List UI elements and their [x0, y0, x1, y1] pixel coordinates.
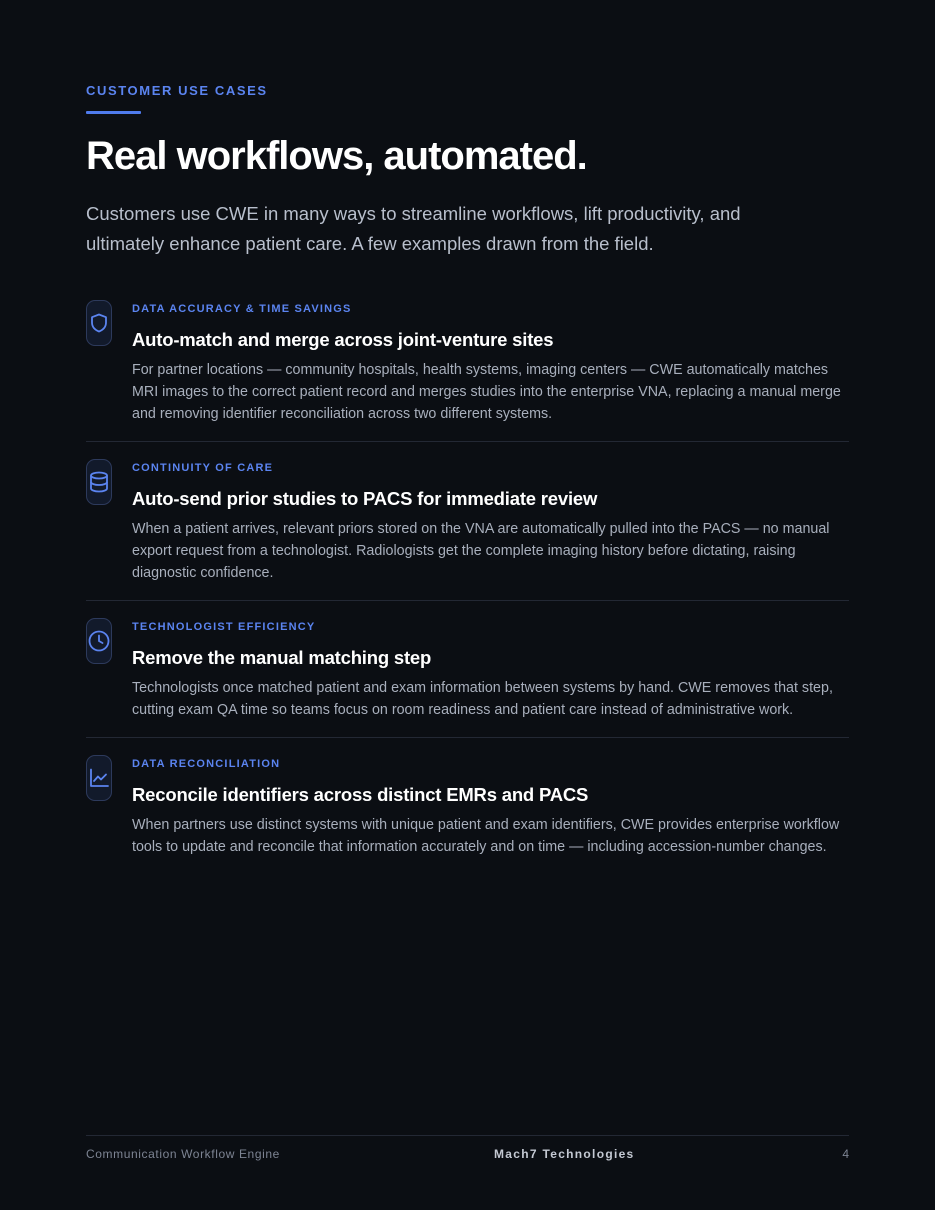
use-case-title: Auto-match and merge across joint-venture sites	[132, 329, 554, 350]
database-icon	[86, 459, 112, 505]
footer-document-title: Communication Workflow Engine	[86, 1147, 280, 1161]
use-case-description: For partner locations — community hospitals, health systems, imaging centers — CWE automatically matches MRI images to the correct patient record and merges studies into the enterprise VNA, replacing a manual merge and removing identifier reconciliation across two different systems.	[132, 362, 841, 422]
use-case-title: Remove the manual matching step	[132, 647, 432, 668]
page	[86, 0, 849, 1210]
use-case-tag: CONTINUITY OF CARE	[132, 462, 274, 474]
clock-icon	[86, 618, 112, 664]
page-number: 4	[842, 1147, 849, 1161]
use-case-item	[86, 601, 849, 738]
use-case-description: When a patient arrives, relevant priors stored on the VNA are automatically pulled into the PACS — no manual export request from a technologist. Radiologists get the complete imaging history before dictating, raising diagnostic confidence.	[132, 521, 830, 581]
use-case-description: When partners use distinct systems with unique patient and exam identifiers, CWE provides enterprise workflow tools to update and reconcile that information accurately and on time — including accession-number changes.	[132, 817, 840, 855]
line-chart-icon	[86, 755, 112, 801]
use-case-item	[86, 738, 849, 888]
use-case-tag: DATA RECONCILIATION	[132, 758, 281, 770]
use-case-list	[86, 300, 849, 888]
shield-icon	[86, 300, 112, 346]
use-case-item	[86, 442, 849, 601]
eyebrow-underline	[86, 111, 141, 114]
use-case-item	[86, 300, 849, 442]
use-case-title: Reconcile identifiers across distinct EMRs and PACS	[132, 784, 589, 805]
section-eyebrow: CUSTOMER USE CASES	[86, 83, 268, 98]
footer-company-name: Mach7 Technologies	[494, 1147, 635, 1161]
intro-paragraph: Customers use CWE in many ways to streamline workflows, lift productivity, and ultimately enhance patient care. A few examples drawn from the field.	[86, 203, 741, 254]
use-case-tag: TECHNOLOGIST EFFICIENCY	[132, 621, 316, 633]
use-case-title: Auto-send prior studies to PACS for immediate review	[132, 488, 598, 509]
use-case-tag: DATA ACCURACY & TIME SAVINGS	[132, 303, 352, 315]
footer-divider	[86, 1135, 849, 1136]
page-title: Real workflows, automated.	[86, 134, 587, 178]
use-case-description: Technologists once matched patient and exam information between systems by hand. CWE removes that step, cutting exam QA time so teams focus on room readiness and patient care instead of administrative work.	[132, 680, 833, 718]
